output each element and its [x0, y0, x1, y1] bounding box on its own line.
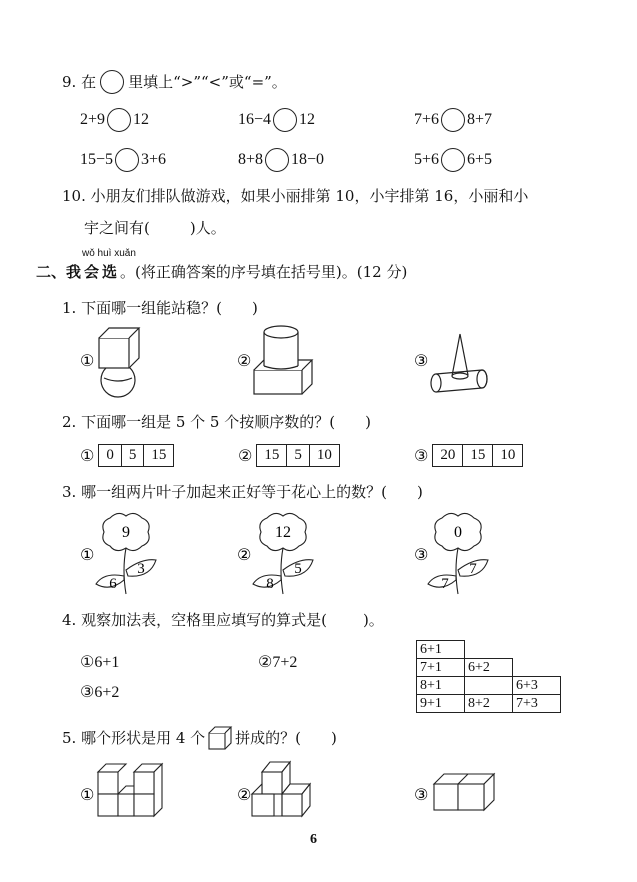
table-cell-blank[interactable] — [465, 677, 513, 695]
table-cell: 6+2 — [465, 659, 513, 677]
flower-3-right-leaf: 7 — [469, 561, 477, 577]
q9-item-4: 15−5 3+6 — [80, 148, 166, 172]
table-row — [417, 695, 561, 713]
addition-table — [416, 640, 561, 713]
s4-option-2[interactable]: ②7+2 — [258, 654, 298, 671]
table-cell — [513, 641, 561, 659]
s1-option-2-mark: ② — [237, 353, 252, 370]
s5-option-2-mark: ② — [237, 785, 252, 804]
s1-title: 1. 下面哪一组能站稳？( ) — [62, 299, 258, 317]
s5-title: 5. 哪个形状是用 4 个 拼成的？( ) — [62, 726, 337, 750]
s5-option-3-mark: ③ — [414, 785, 429, 804]
table-cell: 7+1 — [417, 659, 465, 677]
s4-title: 4. 观察加法表，空格里应填写的算式是( )。 — [62, 611, 384, 629]
page-number: 6 — [310, 832, 317, 847]
answer-circle[interactable] — [441, 108, 465, 132]
s3-option-3-mark: ③ — [414, 545, 429, 564]
answer-circle[interactable] — [107, 108, 131, 132]
s5-figures — [0, 756, 637, 822]
answer-circle[interactable] — [115, 148, 139, 172]
table-row — [417, 659, 561, 677]
cylinder-on-cuboid-icon — [254, 326, 312, 394]
table-cell: 8+1 — [417, 677, 465, 695]
flower-2-left-leaf: 8 — [266, 576, 274, 592]
s1-option-1-mark: ① — [80, 353, 95, 370]
section-2-header: 二、我会选。(将正确答案的序号填在括号里)。(12 分) — [36, 263, 408, 281]
table-cell: 8+2 — [465, 695, 513, 713]
flower-3-left-leaf: 7 — [441, 576, 449, 592]
flower-3-center: 0 — [454, 524, 462, 541]
section-pinyin: wǒ huì xuǎn — [82, 248, 136, 259]
answer-circle[interactable] — [441, 148, 465, 172]
s3-title: 3. 哪一组两片叶子加起来正好等于花心上的数？( ) — [62, 483, 423, 501]
s2-title: 2. 下面哪一组是 5 个 5 个按顺序数的？( ) — [62, 413, 371, 431]
table-cell: 9+1 — [417, 695, 465, 713]
s1-option-3-mark: ③ — [414, 353, 429, 370]
s4-option-3[interactable]: ③6+2 — [80, 684, 120, 701]
q9-item-5: 8+8 18−0 — [238, 148, 324, 172]
q9-title: 9. 在 里填上“>”“<”或“=”。 — [62, 70, 287, 94]
s1-figures — [0, 320, 637, 400]
s2-option-1[interactable]: ① 0 5 15 — [80, 444, 174, 467]
q9-item-2: 16−4 12 — [238, 108, 315, 132]
s5-option-1-mark: ① — [80, 785, 95, 804]
s3-flowers — [0, 508, 637, 600]
s2-option-2[interactable]: ② 15 5 10 — [238, 444, 340, 467]
q9-item-1: 2+9 12 — [80, 108, 149, 132]
table-cell — [465, 641, 513, 659]
table-cell: 6+1 — [417, 641, 465, 659]
small-cube-icon — [207, 726, 233, 750]
flower-1-center: 9 — [122, 524, 130, 541]
number-sequence: 20 15 10 — [432, 444, 523, 467]
flower-1-left-leaf: 6 — [109, 576, 117, 592]
table-cell: 6+3 — [513, 677, 561, 695]
answer-circle[interactable] — [265, 148, 289, 172]
s4-option-1[interactable]: ①6+1 — [80, 654, 120, 671]
cube-shape-u-icon — [98, 764, 162, 816]
q10-line1: 10. 小朋友们排队做游戏，如果小丽排第 10，小宇排第 16，小丽和小 — [62, 187, 529, 205]
blank-circle-icon — [100, 70, 124, 94]
s3-option-1-mark: ① — [80, 545, 95, 564]
answer-circle[interactable] — [273, 108, 297, 132]
q10-line2: 宇之间有( )人。 — [84, 219, 226, 237]
q9-item-6: 5+6 6+5 — [414, 148, 492, 172]
q9-item-3: 7+6 8+7 — [414, 108, 492, 132]
number-sequence: 15 5 10 — [256, 444, 340, 467]
table-row — [417, 677, 561, 695]
table-cell — [513, 659, 561, 677]
cube-on-sphere-icon — [99, 328, 139, 397]
flower-2-center: 12 — [275, 524, 291, 541]
table-row — [417, 641, 561, 659]
cube-shape-stack-icon — [252, 762, 310, 816]
table-cell: 7+3 — [513, 695, 561, 713]
flower-2-right-leaf: 5 — [294, 561, 302, 577]
cone-on-cylinder-icon — [431, 334, 487, 392]
s3-option-2-mark: ② — [237, 545, 252, 564]
number-sequence: 0 5 15 — [98, 444, 174, 467]
s2-option-3[interactable]: ③ 20 15 10 — [414, 444, 523, 467]
flower-1-right-leaf: 3 — [137, 561, 145, 577]
cube-shape-row-icon — [434, 774, 494, 810]
